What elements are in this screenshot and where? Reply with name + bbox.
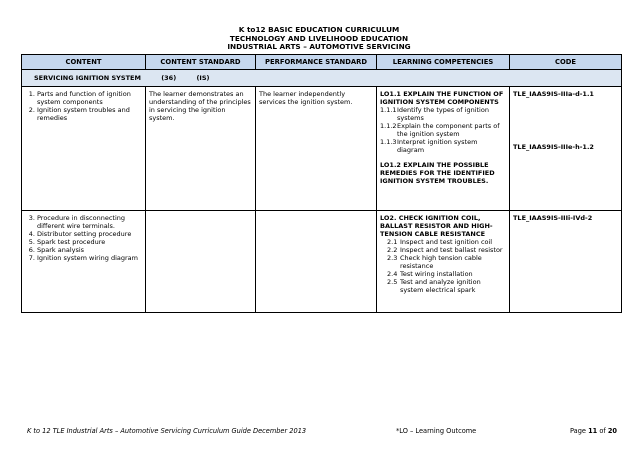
list-item <box>380 238 506 246</box>
lo1-2-code: TLE_IAAS9IS-IIIe-h-1.2 <box>513 143 594 151</box>
learning-competencies-cell <box>377 211 510 313</box>
list-item: 2. Ignition system troubles and remedies <box>37 106 142 122</box>
content-list <box>25 214 142 262</box>
list-item: 7. Ignition system wiring diagram <box>37 254 142 262</box>
header-line-2: TECHNOLOGY AND LIVELIHOOD EDUCATION <box>229 33 409 43</box>
lo2-code: TLE_IAAS9IS-IIIi-IVd-2 <box>513 214 593 222</box>
curriculum-table <box>21 54 622 313</box>
list-item: 3. Procedure in disconnecting different wire terminals. <box>37 214 142 230</box>
list-item: 4. Distributor setting procedure <box>37 230 142 238</box>
document-header <box>0 26 638 52</box>
item-number: 1.1.1 <box>380 106 397 114</box>
column-header-content: CONTENT <box>22 55 146 70</box>
page-number <box>570 427 617 435</box>
content-cell <box>22 87 146 211</box>
section-row <box>22 70 622 87</box>
performance-standard-cell: The learner independently services the ignition system. <box>256 87 377 211</box>
item-text: Identify the types of ignition systems <box>397 106 489 122</box>
total-pages: 20 <box>607 427 617 435</box>
list-item <box>380 254 506 270</box>
page-label: Page <box>570 427 589 435</box>
list-item <box>380 270 506 278</box>
item-text: Inspect and test ignition coil <box>400 238 493 246</box>
section-cell <box>22 70 622 87</box>
list-item <box>380 246 506 254</box>
table-row <box>22 211 622 313</box>
item-text: Test wiring installation <box>400 270 473 278</box>
lo1-1-code: TLE_IAAS9IS-IIIa-d-1.1 <box>513 90 594 98</box>
code-cell <box>510 87 622 211</box>
code-cell <box>510 211 622 313</box>
of-label: of <box>597 427 608 435</box>
item-text: Explain the component parts of the ignition system <box>397 122 500 138</box>
current-page: 11 <box>588 427 598 435</box>
table-row <box>22 87 622 211</box>
column-header-content-standard: CONTENT STANDARD <box>146 55 256 70</box>
content-cell <box>22 211 146 313</box>
learning-competencies-cell <box>377 87 510 211</box>
item-number: 1.1.2 <box>380 122 397 130</box>
item-text: Test and analyze ignition system electrical spark <box>400 278 481 294</box>
list-item <box>380 106 506 122</box>
item-text: Check high tension cable resistance <box>400 254 482 270</box>
item-number: 2.5 <box>387 278 398 286</box>
item-text: Inspect and test ballast resistor <box>400 246 503 254</box>
item-number: 2.3 <box>387 254 398 262</box>
list-item: 6. Spark analysis <box>37 246 142 254</box>
list-item: 1. Parts and function of ignition system components <box>37 90 142 106</box>
list-item <box>380 278 506 294</box>
item-text: Interpret ignition system diagram <box>397 138 478 154</box>
item-number: 2.1 <box>387 238 398 246</box>
table-header-row <box>22 55 622 70</box>
section-hours: (36) <box>161 74 177 82</box>
column-header-learning-competencies: LEARNING COMPETENCIES <box>377 55 510 70</box>
content-list <box>25 90 142 122</box>
column-header-code: CODE <box>510 55 622 70</box>
item-number: 2.4 <box>387 270 398 278</box>
list-item <box>380 122 506 138</box>
content-standard-cell <box>146 211 256 313</box>
lo2-heading: LO2. CHECK IGNITION COIL, BALLAST RESISTOR AND HIGH-TENSION CABLE RESISTANCE <box>380 214 493 238</box>
footer-document-title: K to 12 TLE Industrial Arts – Automotive Servicing Curriculum Guide December 2013 <box>27 427 307 435</box>
list-item <box>380 138 506 154</box>
column-header-performance-standard: PERFORMANCE STANDARD <box>256 55 377 70</box>
item-number: 1.1.3 <box>380 138 397 146</box>
performance-standard-cell <box>256 211 377 313</box>
header-line-3: INDUSTRIAL ARTS – AUTOMOTIVE SERVICING <box>227 42 411 52</box>
lo1-2-heading: LO1.2 EXPLAIN THE POSSIBLE REMEDIES FOR THE IDENTIFIED IGNITION SYSTEM TROUBLES. <box>380 161 495 185</box>
header-line-1: K to12 BASIC EDUCATION CURRICULUM <box>238 25 400 34</box>
list-item: 5. Spark test procedure <box>37 238 142 246</box>
item-number: 2.2 <box>387 246 398 254</box>
content-standard-cell: The learner demonstrates an understanding of the principles in servicing the ignition system. <box>146 87 256 211</box>
lo1-1-heading: LO1.1 EXPLAIN THE FUNCTION OF IGNITION SYSTEM COMPONENTS <box>380 90 504 106</box>
footer-note: *LO – Learning Outcome <box>396 427 477 435</box>
section-code: (IS) <box>196 74 210 82</box>
section-title: SERVICING IGNITION SYSTEM <box>34 74 141 82</box>
